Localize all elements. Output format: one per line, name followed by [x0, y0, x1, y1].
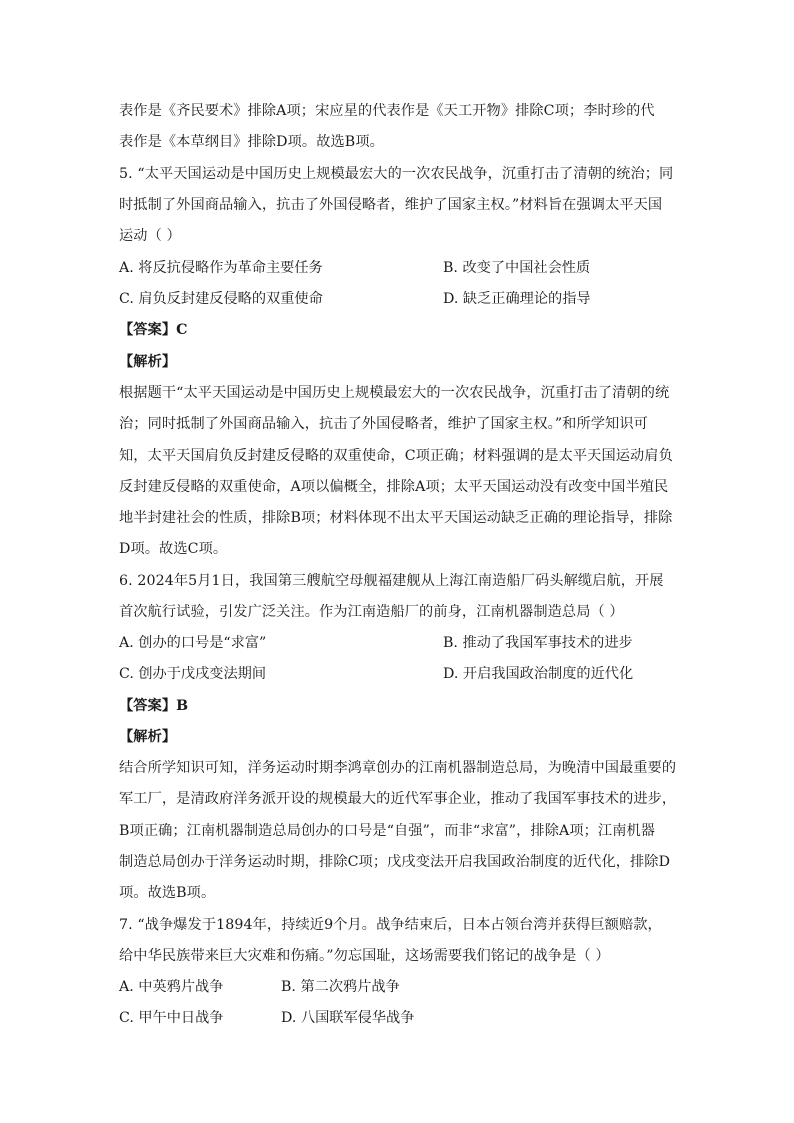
analysis-label: 【解析】 — [119, 729, 177, 745]
analysis-text: 知，太平天国肩负反封建反侵略的双重使命，C项正确；材料强调的是太平天国运动肩负 — [119, 448, 673, 464]
question-6-option-b: B. 推动了我国军事技术的进步 — [443, 635, 633, 651]
analysis-text: 结合所学知识可知，洋务运动时期李鸿章创办的江南机器制造总局，为晚清中国最重要的 — [119, 760, 677, 776]
question-5-option-b: B. 改变了中国社会性质 — [443, 260, 591, 276]
analysis-text: 军工厂，是清政府洋务派开设的规模最大的近代军事企业，推动了我国军事技术的进步， — [119, 791, 677, 807]
question-7-option-d: D. 八国联军侵华战争 — [281, 1010, 415, 1026]
answer-label: 【答案】C — [119, 322, 188, 338]
question-7-option-b: B. 第二次鸦片战争 — [281, 979, 400, 995]
question-5-option-a: A. 将反抗侵略作为革命主要任务 — [119, 260, 323, 276]
question-5-option-c: C. 肩负反封建反侵略的双重使命 — [119, 291, 323, 307]
question-5-option-d: D. 缺乏正确理论的指导 — [443, 291, 591, 307]
question-6-option-a: A. 创办的口号是“求富” — [119, 635, 267, 651]
question-6-option-c: C. 创办于戊戌变法期间 — [119, 666, 267, 682]
analysis-text: 根据题干“太平天国运动是中国历史上规模最宏大的一次农民战争，沉重打击了清朝的统 — [119, 385, 670, 401]
text-line: 表作是《本草纲目》排除D项。故选B项。 — [119, 134, 384, 150]
analysis-label: 【解析】 — [119, 354, 177, 370]
text-line: 表作是《齐民要术》排除A项；宋应星的代表作是《天工开物》排除C项；李时珍的代 — [119, 103, 655, 119]
question-5-stem: 运动（ ） — [119, 228, 181, 244]
analysis-text: 反封建反侵略的双重使命，A项以偏概全，排除A项；太平天国运动没有改变中国半殖民 — [119, 479, 669, 495]
question-5-stem: 5. “太平天国运动是中国历史上规模最宏大的一次农民战争，沉重打击了清朝的统治；同 — [119, 166, 674, 182]
question-6-option-d: D. 开启我国政治制度的近代化 — [443, 666, 634, 682]
answer-label: 【答案】B — [119, 698, 189, 714]
question-6-stem: 6. 2024年5月1日，我国第三艘航空母舰福建舰从上海江南造船厂码头解缆启航，开展 — [119, 573, 664, 589]
analysis-text: 项。故选B项。 — [119, 885, 216, 901]
analysis-text: D项。故选C项。 — [119, 541, 228, 557]
question-6-stem: 首次航行试验，引发广泛关注。作为江南造船厂的前身，江南机器制造总局（ ） — [119, 604, 624, 620]
question-5-stem: 时抵制了外国商品输入，抗击了外国侵略者，维护了国家主权。”材料旨在强调太平天国 — [119, 197, 663, 213]
question-7-option-a: A. 中英鸦片战争 — [119, 979, 224, 995]
analysis-text: B项正确；江南机器制造总局创办的口号是“自强”，而非“求富”，排除A项；江南机器 — [119, 823, 656, 839]
analysis-text: 制造总局创办于洋务运动时期，排除C项；戊戌变法开启我国政治制度的近代化，排除D — [119, 854, 671, 870]
question-7-option-c: C. 甲午中日战争 — [119, 1010, 224, 1026]
analysis-text: 地半封建社会的性质，排除B项；材料体现不出太平天国运动缺乏正确的理论指导，排除 — [119, 510, 673, 526]
analysis-text: 治；同时抵制了外国商品输入，抗击了外国侵略者，维护了国家主权。”和所学知识可 — [119, 416, 648, 432]
question-7-stem: 7. “战争爆发于1894年，持续近9个月。战争结束后，日本占领台湾并获得巨额赔款， — [119, 917, 662, 933]
question-7-stem: 给中华民族带来巨大灾难和伤痛。”勿忘国耻，这场需要我们铭记的战争是（ ） — [119, 948, 610, 964]
